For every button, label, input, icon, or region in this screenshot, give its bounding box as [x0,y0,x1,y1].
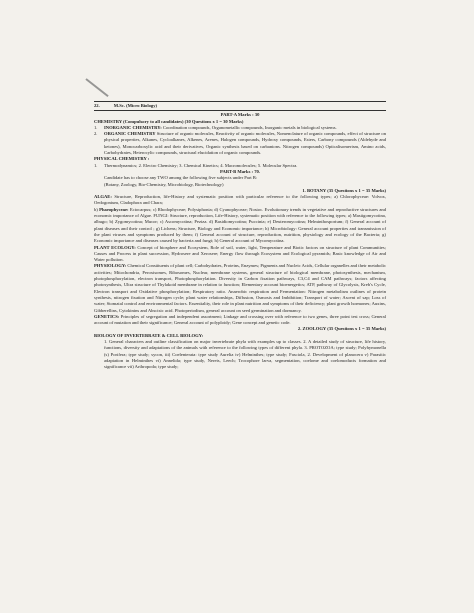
phaeophyceae-paragraph [94,207,386,245]
ecology-paragraph [94,245,386,264]
item-title: ORGANIC CHEMISTRY [104,131,156,137]
section-title: M.Sc. (Micro Biology) [113,103,158,108]
para-title: PHYSIOLOGY: [94,263,127,269]
para-body: Concept of biosphere and Ecosystem, Role of soil, water, light, Temperature and Biotic factors on structure of plant Communities; Causes and Process in plant succession, Hydrosere and Xerosere; Energy flow through Ecosystem and Ecological pyramids; Basic knowledge of Air and Water pollution. [94,244,386,263]
section-header [94,103,386,109]
para-body: Chemical Constituents of plant cell; Carbohydrates, Proteins, Enzymes; Pigments and Nucleic Acids, Cellular organelles and their metabolic activities; Mitochondria, Peroxisomes, Ribosomes, Nuclear, membrane systems, general structure of biological membrane, photosynthesis, mechanism, photophosphorylation, electron transport, Photophosphorylation. Diversity in Carbon fixation pathways, C3,C4 and CAM pathways; factors affecting photosynthesis, Ultra structure of Thylakoid membrane in relation to function; Elementary account bioenergetics; ATP, pathway of Glycolysis, Kreb's Cycle, Electron transport and Oxidative phosphorylation; Respiratory ratio. Anaerobic respiration and Fermentation: Nitrogen metabolism outlines of protein synthesis, nitrogen fixation and Nitrogen cycle; plant water relationships, Diffusion, Osmosis and Imbibition; Transport of water; Ascent of sap; Loss of water; Stomatal control and environmental factors. Essentiality, their role in plant nutrition and symptoms of their deficiency; plant growth hormones; Auxins, Gibberellins, Cytokinins and Abscisic acid. Photoperiodism, general account on seed germination and dormancy. [94,263,386,313]
item-number: 2. [94,131,98,137]
para-title: GENETICS: [94,313,120,319]
physical-heading: PHYSICAL CHEMISTRY : [94,156,150,162]
part-a-marks: PART-A Marks : 30 [220,112,260,118]
item-body: Structure of organic molecules, Reactivity of organic molecules, Nomenclature of organic compounds, effect of structure on physical properties, Alkanes, Cycloalkanes, Alkenes, Arenes, Halogen compounds, Hydroxy compounds, Esters, Carbony compounds (Aldehyde and ketones), Monocarboxylic acid and their derivatives, Organic synthesis based on carbanions. Nitrogen compounds) Opticalisomerism, Amino acids, Carbohydrates, Heterocylic compounds, structural elucidation of organic compounds. [104,131,386,156]
genetics-paragraph [94,314,386,327]
syllabus-content [94,100,386,370]
item-number: 1. [94,124,98,130]
header-rule [94,110,386,111]
item-text [104,131,386,156]
choose-note: Candidate has to choose any TWO among the following five subjects under Part B: [104,175,258,181]
item-title: INORGANIC CHEMISTRY: [104,124,162,130]
para-title: Phaeophyceae: [99,206,129,212]
pen-mark [85,78,108,97]
invertebrate-paragraph: 1. General characters and outline classification on major invertebrate phyla with examples up to classes. 2. A detailed study of structure, life history, functions, diversity and adaptations of the animals with reference to the following types of different phyla. 3. PROTOZOA; type study; Polyhymonella (s) Porifera; type study; sycon, iii) Coelenterata: type study Aurelia iv) Helminthes; type study; Fasciola, 2. Development of planocera v) Parasitic adaptation in Helminthes vi) Annelida; type study, Nereis, Leech; Trocophore larva, segmentation, coelome and coelomoducts formation and significance vii) Arthropoda; type study; [104,338,386,370]
part-b-marks: PART-B Marks : 70. [220,168,260,174]
invertebrate-heading: BIOLOGY OF INVERTEBRATE & CELL BIOLOGY: [94,332,204,338]
para-prefix: b) [94,206,100,212]
section-number: 22. [94,103,100,108]
item-body: Thermodynamics; 2. Electro Chemistry; 3. Chemical Kinetics; 4. Macromolecules; 5. Molecular Spectra. [104,162,298,168]
physiology-paragraph [94,263,386,313]
para-body: Ectocarpus; c) Rhodophyceae; Polysiphonia; d) Cyanophyceae; Nostoc. Evolutionary trends in vegetative and reproductive structures and economic importance of Algae. FUNGI: Structure, reproduction, Life-History, systematic position with reference to the following types; a) Mastigomycotina, albugo; b) Zygomycotina; Mucor; c) Ascomycotina; Peziza. d) Basidiomycotina; Puccinia; e) Deuteromycotina; Helminthosporium; f) General account of plant diseases and their control ; g) Lichens; Structure, Biology and Economic importance; h) Microbiology: General account properties and transmission of the plant viruses and symptoms produced by them; f) General account of structure, reproduction, nutrition, physiology and ecology of the Bacteria; g) Economic importance and diseases caused by bacteria and fungi; h) General account of Mycomycotina. [94,206,386,244]
item-body: Coordination compounds, Organometallic compounds, Inorganic metals in biological systems. [161,124,337,130]
para-title: ALGAE: [94,194,112,200]
para-body: Structure, Reproduction, life-History and systematic position with particular reference to the following types; a) Chlorophyceae: Volvox, Oedogonium, Cladophora and Chara; [94,194,386,206]
list-item [94,131,386,156]
top-rule [94,101,386,102]
algae-paragraph [94,194,386,207]
zoology-heading: 2. ZOOLOGY (35 Questions x 1 = 35 Marks) [297,326,386,332]
item-number: 1. [94,162,98,168]
chemistry-heading: CHEMISTRY (Compulsory to all candidates) (30 Questions x 1 = 30 Marks) [94,118,244,124]
para-body: Principles of segregation and independent assortment; Linkage and crossing over with reference to two genes, three point test cross; General account of mutation and their significance; General account of polyploidy; Gene concept and genetic code. [94,313,386,326]
subject-list: (Botany, Zoology, Bio-Chemistry, Microbiology, Biotechnology) [104,181,224,187]
botany-heading: 1. BOTANY (35 Questions x 1 = 35 Marks) [302,187,386,193]
para-title: PLANT ECOLOGY: [94,244,136,250]
